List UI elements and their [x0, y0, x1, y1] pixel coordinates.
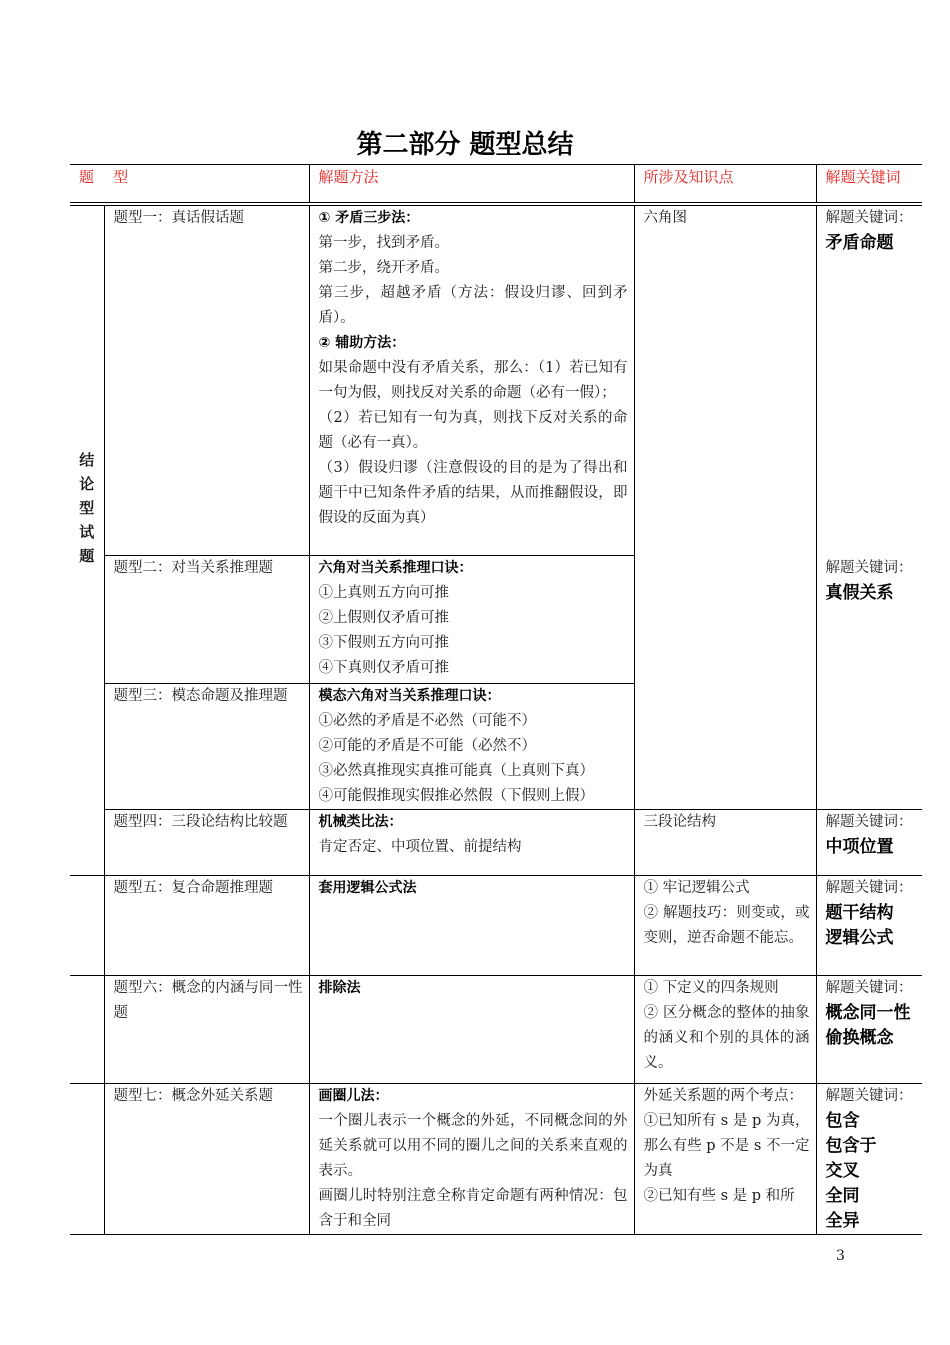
table-row [70, 1084, 922, 1235]
method-line: （3）假设归谬（注意假设的目的是为了得出和题干中已知条件矛盾的结果，从而推翻假设，即假设的反面为真） [318, 460, 628, 526]
keyword-cell [816, 976, 922, 1084]
knowledge-cell: 六角图 [634, 206, 816, 810]
page-title: 第二部分 题型总结 [356, 130, 574, 160]
keyword-cell [816, 876, 922, 976]
method-cell [309, 1084, 634, 1235]
method-line: 六角对当关系推理口诀： [318, 560, 473, 576]
method-line: 一个圈儿表示一个概念的外延，不同概念间的外延关系就可以用不同的圈儿之间的关系来直观的表示。 [318, 1113, 628, 1179]
keyword-cell [816, 556, 922, 810]
category-blank [70, 876, 104, 976]
type-cell: 题型六：概念的内涵与同一性题 [104, 976, 309, 1084]
keyword-cell [816, 206, 922, 556]
knowledge-cell [634, 876, 816, 976]
keyword: 概念同一性 [825, 1003, 911, 1023]
knowledge-cell: 三段论结构 [634, 810, 816, 876]
header-type: 题 型 [70, 165, 309, 203]
method-line: ①必然的矛盾是不必然（可能不） [318, 713, 537, 729]
method-cell [309, 556, 634, 684]
method-line: ④下真则仅矛盾可推 [318, 660, 450, 676]
category-char: 题 [79, 546, 95, 565]
keyword-cell [816, 810, 922, 876]
method-line: ②可能的矛盾是不可能（必然不） [318, 738, 537, 754]
type-cell: 题型七：概念外延关系题 [104, 1084, 309, 1235]
keyword: 交叉 [825, 1161, 860, 1181]
method-line: 如果命题中没有矛盾关系，那么：（1）若已知有一句为假，则找反对关系的命题（必有一假）； [318, 360, 628, 401]
type-cell: 题型二：对当关系推理题 [104, 556, 309, 684]
knowledge-line: ① 下定义的四条规则 [643, 980, 779, 996]
method-line: （2）若已知有一句为真，则找下反对关系的命题（必有一真）。 [318, 410, 628, 451]
summary-table [70, 164, 922, 1235]
type-cell: 题型五：复合命题推理题 [104, 876, 309, 976]
category-blank [70, 810, 104, 876]
method-line: ④可能假推现实假推必然假（下假则上假） [318, 788, 595, 804]
keyword: 包含 [825, 1111, 860, 1131]
method-line: ② 辅助方法： [318, 335, 406, 351]
method-line: 画圈儿法： [318, 1088, 389, 1104]
method-line: ③必然真推现实真推可能真（上真则下真） [318, 763, 595, 779]
keyword: 矛盾命题 [825, 233, 894, 253]
method-line: 第二步，绕开矛盾。 [318, 260, 450, 276]
method-line: ③下假则五方向可推 [318, 635, 450, 651]
keyword: 偷换概念 [825, 1028, 894, 1048]
keyword: 题干结构 [825, 903, 894, 923]
page-number: 3 [836, 1248, 845, 1264]
type-cell: 题型一：真话假话题 [104, 206, 309, 556]
keyword-label: 解题关键词： [825, 880, 913, 896]
method-line: 排除法 [318, 980, 361, 996]
method-cell [309, 876, 634, 976]
keyword: 全同 [825, 1186, 860, 1206]
method-line: ②上假则仅矛盾可推 [318, 610, 450, 626]
method-line: ① 矛盾三步法： [318, 210, 420, 226]
header-method: 解题方法 [309, 165, 634, 203]
method-cell [309, 976, 634, 1084]
knowledge-line: 外延关系题的两个考点： [643, 1088, 804, 1104]
keyword-label: 解题关键词： [825, 559, 913, 576]
knowledge-line: ②已知有些 s 是 p 和所 [643, 1188, 795, 1204]
method-line: 套用逻辑公式法 [318, 880, 417, 896]
table-header-row [70, 165, 922, 203]
category-label [70, 206, 104, 810]
keyword-label: 解题关键词： [825, 210, 913, 226]
keyword: 真假关系 [825, 582, 894, 603]
method-line: 机械类比法： [318, 814, 403, 830]
knowledge-cell [634, 976, 816, 1084]
method-line: 画圈儿时特别注意全称肯定命题有两种情况：包含于和全同 [318, 1188, 628, 1229]
method-line: 第三步，超越矛盾（方法：假设归谬、回到矛盾）。 [318, 285, 628, 326]
keyword-label: 解题关键词： [825, 1088, 913, 1104]
keyword: 中项位置 [825, 837, 894, 857]
category-char: 试 [79, 522, 95, 541]
method-cell [309, 206, 634, 556]
keyword: 全异 [825, 1211, 860, 1231]
knowledge-line: ② 解题技巧：则变或，或变则，逆否命题不能忘。 [643, 905, 810, 946]
table-row [70, 810, 922, 876]
keyword-label: 解题关键词： [825, 814, 913, 830]
category-char: 论 [79, 474, 95, 493]
header-keyword: 解题关键词 [825, 168, 901, 186]
method-cell [309, 684, 634, 810]
category-blank [70, 1084, 104, 1235]
category-char: 结 [79, 450, 95, 469]
keyword: 包含于 [825, 1136, 877, 1156]
method-line: ①上真则五方向可推 [318, 585, 450, 601]
type-cell: 题型四：三段论结构比较题 [104, 810, 309, 876]
table-row [70, 206, 922, 556]
method-line: 模态六角对当关系推理口诀： [318, 688, 501, 704]
knowledge-line: ①已知所有 s 是 p 为真，那么有些 p 不是 s 不一定为真 [643, 1113, 810, 1179]
keyword: 逻辑公式 [825, 928, 894, 948]
method-line: 第一步，找到矛盾。 [318, 235, 450, 251]
table-row [70, 976, 922, 1084]
category-char: 型 [79, 498, 95, 517]
keyword-cell [816, 1084, 922, 1235]
method-line: 肯定否定、中项位置、前提结构 [318, 839, 522, 855]
keyword-label: 解题关键词： [825, 980, 913, 996]
knowledge-line: ① 牢记逻辑公式 [643, 880, 750, 896]
type-cell: 题型三：模态命题及推理题 [104, 684, 309, 810]
category-blank [70, 976, 104, 1084]
table-row [70, 876, 922, 976]
method-cell [309, 810, 634, 876]
header-knowledge: 所涉及知识点 [634, 165, 816, 203]
knowledge-line: ② 区分概念的整体的抽象的涵义和个别的具体的涵义。 [643, 1005, 810, 1071]
knowledge-cell [634, 1084, 816, 1235]
